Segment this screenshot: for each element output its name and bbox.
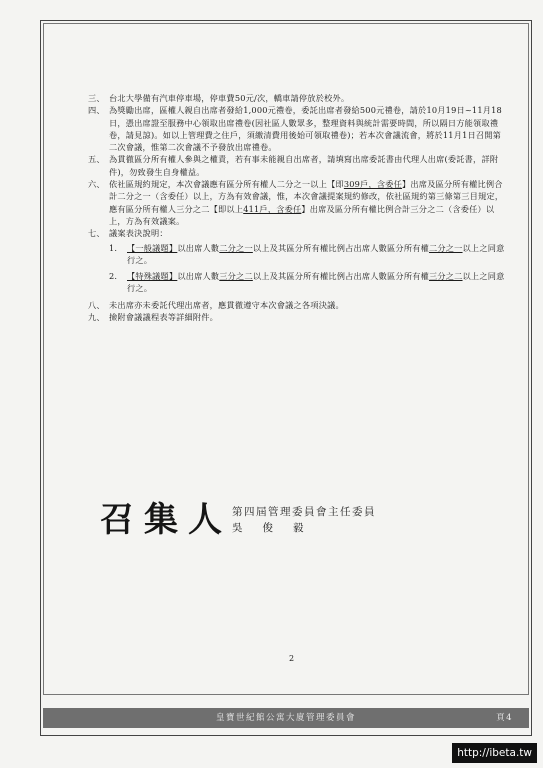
footer-page: 頁4 (496, 713, 513, 723)
convener-name: 吳俊毅 (232, 522, 324, 534)
voting-rule-special: 2. 【特殊議題】以出席人數三分之二以上及其區分所有權比例占出席人數區分所有權三分之二以上之同意行之。 (109, 271, 505, 294)
quorum-two-thirds-highlight: 411戶，含委任 (243, 203, 302, 214)
footer-bar (43, 708, 529, 728)
list-item: 五、 為貫徹區分所有權人參與之權責，若有事未能親自出席者，請填寫出席委託書由代理人出席(委託書，詳附件)，勿致發生自身權益。 (88, 154, 499, 177)
convener-title: 召集人 (100, 500, 232, 540)
quorum-half-highlight: 309戶，含委任 (343, 179, 403, 190)
site-watermark: http://ibeta.tw (452, 743, 537, 763)
footer-title: 皇寶世紀館公寓大廈管理委員會 (215, 713, 356, 723)
voting-item: 七、 議案表決說明： (88, 228, 168, 239)
convener-signature (100, 500, 460, 544)
quorum-item: 六、 依社區規約規定，本次會議應有區分所有權人二分之一以上【即309戶，含委任】出席及區分所有權比例合計二分之一（含委任）以上，方為有效會議，惟，本次會議提案規約修改，依社區規約第三條第三目規定，應有區分所有權人三分之二【即以上411戶，含委任】出席及區分所有權比例合計三分之二（含委任）以上，方為有效議案。 (88, 179, 504, 226)
notice-body (88, 92, 508, 323)
list-item: 八、 未出席亦未委託代理出席者，應貫徹遵守本次會議之各項決議。 (88, 299, 344, 310)
list-item: 四、 為獎勵出席，區權人親自出席者發給1,000元禮卷，委託出席者發給500元禮卷，請於10月19日~11月18日，憑出席證至服務中心領取出席禮卷(因社區人數眾多，整理資料與統計需要時間，所以隔日方能領取禮卷，請見諒)。如以上管理費之住戶，須繳清費用後始可領取禮卷)；若本次會議流會，將於11月1日召開第二次會議，惟第二次會議不予發放出席禮卷。 (88, 105, 502, 153)
list-item: 九、 撿附會議議程表等詳細附件。 (88, 312, 219, 323)
voting-rule-general: 1. 【一般議題】以出席人數二分之一以上及其區分所有權比例占出席人數區分所有權二分之一以上之同意行之。 (109, 242, 505, 265)
list-item: 三、 台北大學備有汽車停車場，停車費50元/次，轎車請停放於校外。 (88, 93, 350, 103)
convener-role: 第四屆管理委員會主任委員 (232, 506, 376, 518)
page-number: 2 (289, 654, 295, 663)
